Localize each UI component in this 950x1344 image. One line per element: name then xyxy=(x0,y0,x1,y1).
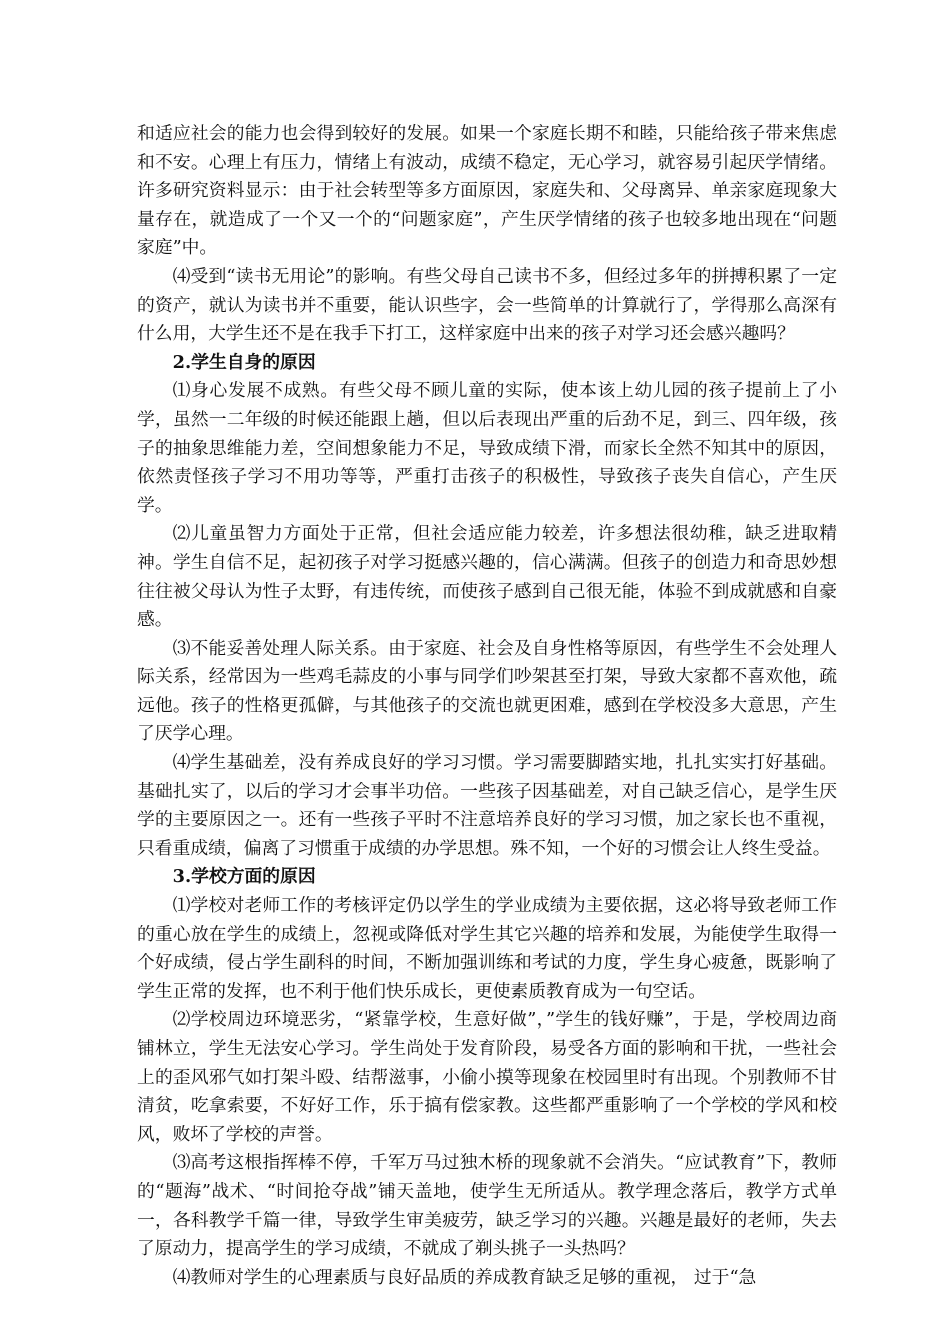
paragraph: ⑵学校周边环境恶劣，“紧靠学校，生意好做”，”学生的钱好赚”，于是，学校周边商铺林立，学生无法安心学习。学生尚处于发育阶段，易受各方面的影响和干扰，一些社会上的歪风邪气如打架斗殴、结帮滋事，小偷小摸等现象在校园里时有出现。个别教师不甘清贫，吃拿索要，不好好工作，乐于搞有偿家教。这些都严重影响了一个学校的学风和校风，败坏了学校的声誉。 xyxy=(137,1009,837,1145)
paragraph: ⑵儿童虽智力方面处于正常，但社会适应能力较差，许多想法很幼稚，缺乏进取精神。学生自信不足，起初孩子对学习挺感兴趣的，信心满满。但孩子的创造力和奇思妙想往往被父母认为性子太野，有违传统，而使孩子感到自己很无能，体验不到成就感和自豪感。 xyxy=(137,523,837,631)
paragraph: ⑴学校对老师工作的考核评定仍以学生的学业成绩为主要依据，这必将导致老师工作的重心放在学生的成绩上，忽视或降低对学生其它兴趣的培养和发展，为能使学生取得一个好成绩，侵占学生副科的时间，不断加强训练和考试的力度，学生身心疲惫，既影响了学生正常的发挥，也不利于他们快乐成长，更使素质教育成为一句空话。 xyxy=(137,895,837,1002)
section-heading: 3.学校方面的原因 xyxy=(172,866,316,888)
section-heading: 2.学生自身的原因 xyxy=(172,351,316,373)
paragraph: ⑶不能妥善处理人际关系。由于家庭、社会及自身性格等原因，有些学生不会处理人际关系，经常因为一些鸡毛蒜皮的小事与同学们吵架甚至打架，导致大家都不喜欢他，疏远他。孩子的性格更孤僻，与其他孩子的交流也就更困难，感到在学校没多大意思，产生了厌学心理。 xyxy=(137,637,837,745)
document-page xyxy=(137,120,837,1292)
paragraph: 和适应社会的能力也会得到较好的发展。如果一个家庭长期不和睦，只能给孩子带来焦虑和不安。心理上有压力，情绪上有波动，成绩不稳定，无心学习，就容易引起厌学情绪。 许多研究资料显示：由于社会转型等多方面原因，家庭失和、父母离异、单亲家庭现象大量存在，就造成了一个又一个的“问题家庭”，产生厌学情绪的孩子也较多地出现在“问题家庭”中。 xyxy=(137,123,837,259)
paragraph: ⑶高考这根指挥棒不停，千军万马过独木桥的现象就不会消失。“应试教育”下，教师的“题海”战术、“时间抢夺战”铺天盖地，使学生无所适从。教学理念落后，教学方式单一，各科教学千篇一律，导致学生审美疲劳，缺乏学习的兴趣。兴趣是最好的老师，失去了原动力，提高学生的学习成绩，不就成了剃头挑子一头热吗？ xyxy=(137,1152,837,1260)
paragraph: ⑷受到“读书无用论”的影响。有些父母自己读书不多，但经过多年的拼搏积累了一定的资产，就认为读书并不重要，能认识些字，会一些简单的计算就行了，学得那么高深有什么用，大学生还不是在我手下打工，这样家庭中出来的孩子对学习还会感兴趣吗？ xyxy=(137,265,837,345)
paragraph: ⑴身心发展不成熟。有些父母不顾儿童的实际，使本该上幼儿园的孩子提前上了小学，虽然一二年级的时候还能跟上趟，但以后表现出严重的后劲不足，到三、四年级，孩子的抽象思维能力差，空间想象能力不足，导致成绩下滑，而家长全然不知其中的原因，依然责怪孩子学习不用功等等，严重打击孩子的积极性，导致孩子丧失自信心，产生厌学。 xyxy=(137,380,837,516)
paragraph: ⑷教师对学生的心理素质与良好品质的养成教育缺乏足够的重视， 过于“急 xyxy=(172,1266,757,1288)
paragraph: ⑷学生基础差，没有养成良好的学习习惯。学习需要脚踏实地，扎扎实实打好基础。基础扎实了，以后的学习才会事半功倍。一些孩子因基础差，对自己缺乏信心，是学生厌学的主要原因之一。还有一些孩子平时不注意培养良好的学习习惯，加之家长也不重视，只看重成绩，偏离了习惯重于成绩的办学思想。殊不知，一个好的习惯会让人终生受益。 xyxy=(137,752,837,859)
